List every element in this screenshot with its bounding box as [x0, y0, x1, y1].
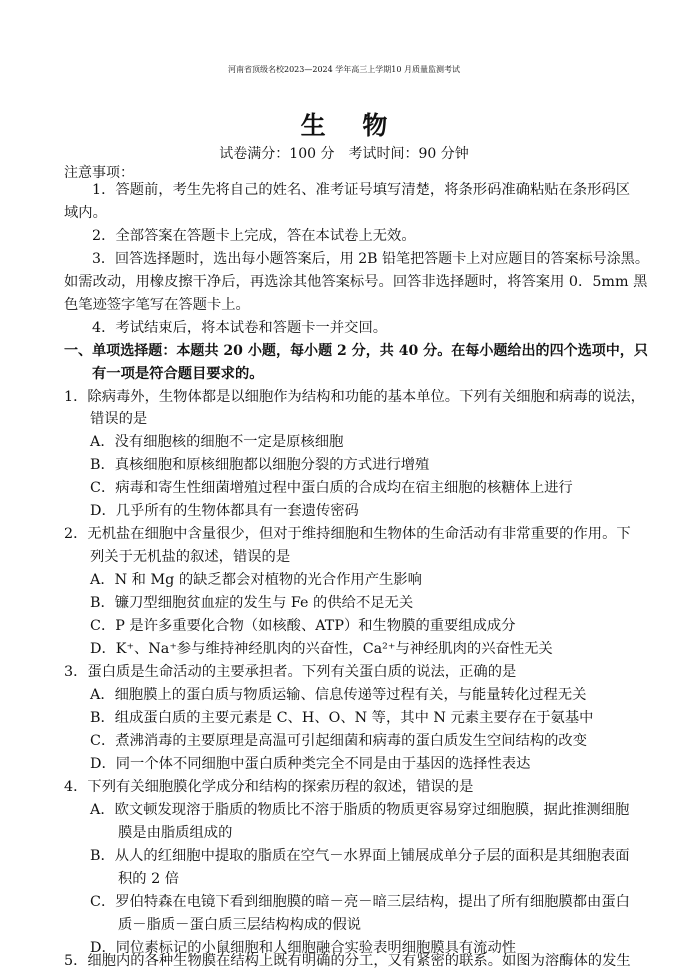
note-line: 如需改动，用橡皮擦干净后，再选涂其他答案标号。回答非选择题时，将答案用 0．5mm 黑 [64, 274, 648, 290]
option-line-cont: 膜是由脂质组成的 [118, 825, 233, 841]
question-stem: 错误的是 [90, 411, 148, 427]
option-line-cont: 质－脂质－蛋白质三层结构构成的假说 [118, 917, 362, 933]
option-line: A．细胞膜上的蛋白质与物质运输、信息传递等过程有关，与能量转化过程无关 [90, 687, 587, 703]
note-line: 色笔迹签字笔写在答题卡上。 [64, 297, 250, 313]
notes-heading: 注意事项： [64, 165, 134, 181]
option-line: C．病毒和寄生性细菌增殖过程中蛋白质的合成均在宿主细胞的核糖体上进行 [90, 480, 573, 496]
option-line: D．同一个体不同细胞中蛋白质种类完全不同是由于基因的选择性表达 [90, 756, 531, 772]
option-line: A．没有细胞核的细胞不一定是原核细胞 [90, 434, 344, 450]
question-stem: 2．无机盐在细胞中含量很少，但对于维持细胞和生物体的生命活动有非常重要的作用。下 [64, 526, 631, 542]
option-line: C．P 是许多重要化合物（如核酸、ATP）和生物膜的重要组成成分 [90, 618, 516, 634]
question-stem: 4．下列有关细胞膜化学成分和结构的探索历程的叙述，错误的是 [64, 779, 474, 795]
section-heading-cont: 有一项是符合题目要求的。 [92, 366, 264, 382]
section-heading: 一、单项选择题：本题共 20 小题，每小题 2 分，共 40 分。在每小题给出的四个选项中，只 [64, 343, 648, 359]
question-stem: 5．细胞内的各种生物膜在结构上既有明确的分工，又有紧密的联系。如图为溶酶体的发生 [64, 953, 631, 969]
note-line: 4．考试结束后，将本试卷和答题卡一并交回。 [92, 320, 388, 336]
option-line: B．真核细胞和原核细胞都以细胞分裂的方式进行增殖 [90, 457, 430, 473]
option-line: B．从人的红细胞中提取的脂质在空气－水界面上铺展成单分子层的面积是其细胞表面 [90, 848, 630, 864]
note-line: 2．全部答案在答题卡上完成，答在本试卷上无效。 [92, 228, 416, 244]
exam-info [0, 143, 688, 163]
note-line: 域内。 [64, 205, 107, 221]
option-line: B．镰刀型细胞贫血症的发生与 Fe 的供给不足无关 [90, 595, 414, 611]
note-line: 3．回答选择题时，选出每小题答案后，用 2B 铅笔把答题卡上对应题目的答案标号涂黑。 [92, 251, 649, 267]
exam-title: 河南省顶级名校2023—2024 学年高三上学期10 月质量监测考试 [228, 65, 460, 74]
option-line: D．K⁺、Na⁺参与维持神经肌肉的兴奋性，Ca²⁺与神经肌肉的兴奋性无关 [90, 641, 553, 657]
option-line: B．组成蛋白质的主要元素是 C、H、O、N 等，其中 N 元素主要存在于氨基中 [90, 710, 594, 726]
option-line: C．罗伯特森在电镜下看到细胞膜的暗－亮－暗三层结构，提出了所有细胞膜都由蛋白 [90, 894, 630, 910]
question-stem: 3．蛋白质是生命活动的主要承担者。下列有关蛋白质的说法，正确的是 [64, 664, 517, 680]
option-line: D．几乎所有的生物体都具有一套遗传密码 [90, 503, 359, 519]
question-stem: 列关于无机盐的叙述，错误的是 [90, 549, 291, 565]
subject-title: 生 物 [300, 111, 402, 140]
note-line: 1．答题前，考生先将自己的姓名、准考证号填写清楚，将条形码准确粘贴在条形码区 [92, 182, 631, 198]
option-line: A．N 和 Mg 的缺乏都会对植物的光合作用产生影响 [90, 572, 422, 588]
time-info: 考试时间：90 分钟 [348, 146, 469, 162]
option-line: C．煮沸消毒的主要原理是高温可引起细菌和病毒的蛋白质发生空间结构的改变 [90, 733, 588, 749]
option-line: A．欧文顿发现溶于脂质的物质比不溶于脂质的物质更容易穿过细胞膜，据此推测细胞 [90, 802, 630, 818]
option-line: D．同位素标记的小鼠细胞和人细胞融合实验表明细胞膜具有流动性 [90, 940, 517, 956]
question-stem: 1．除病毒外，生物体都是以细胞作为结构和功能的基本单位。下列有关细胞和病毒的说法， [64, 389, 645, 405]
score-info: 试卷满分：100 分 [219, 146, 335, 162]
option-line-cont: 积的 2 倍 [118, 871, 180, 887]
